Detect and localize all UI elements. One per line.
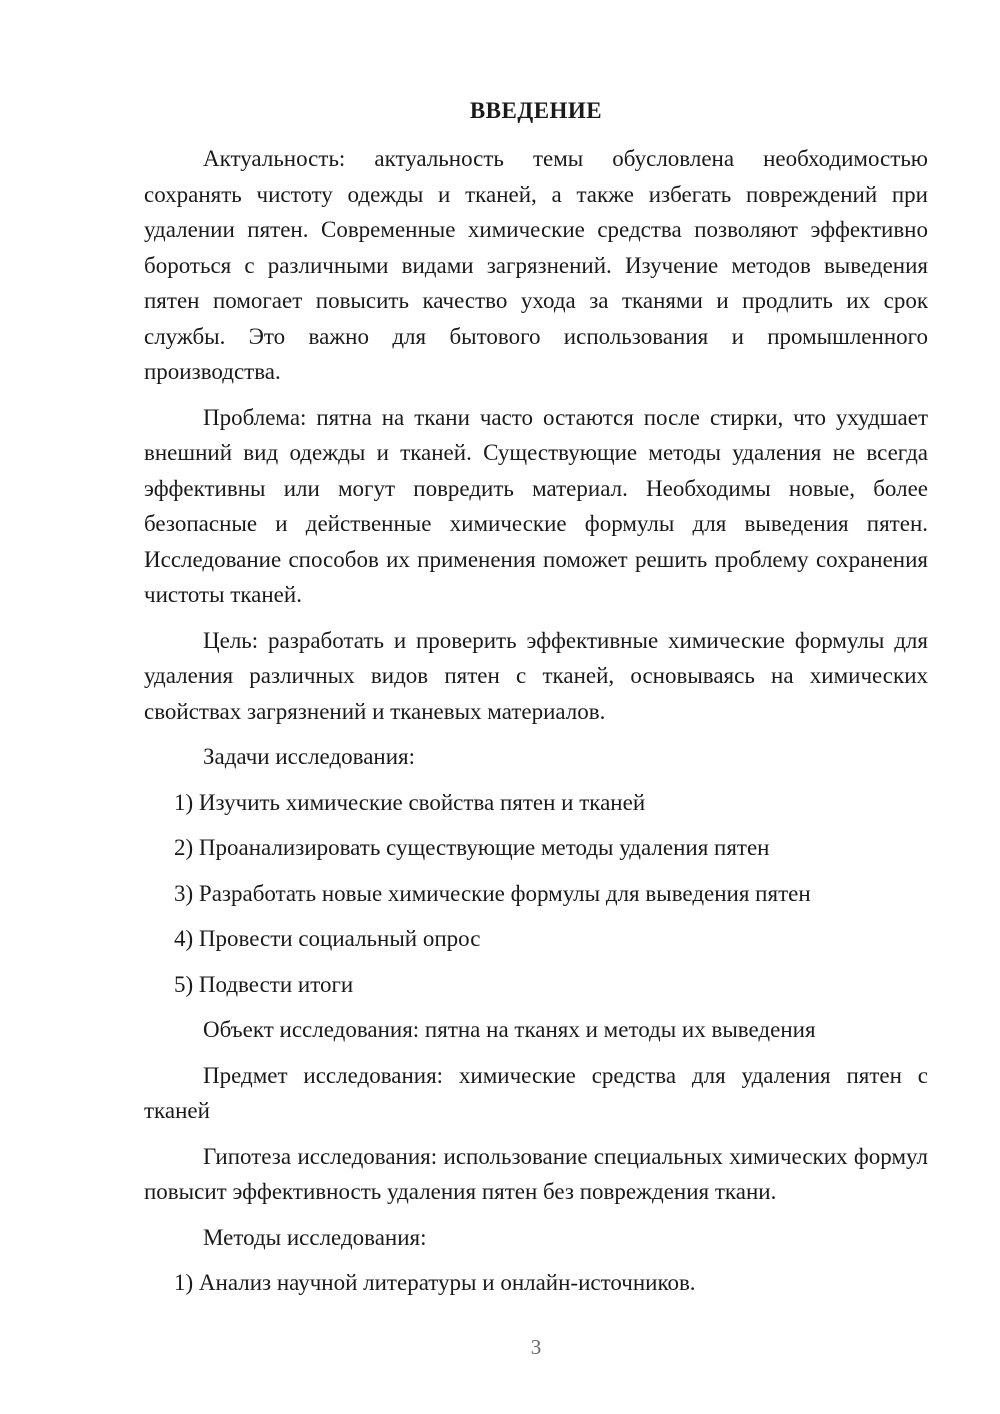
- tasks-heading: Задачи исследования:: [203, 744, 416, 769]
- paragraph-relevance: Актуальность: актуальность темы обусловлена необходимостью сохранять чистоту одежды и тканей, а также избегать повреждений при удалении пятен. Современные химические средства позволяют эффективно бороться с различными видами загрязнений. Изучение методов выведения пятен помогает повысить качество ухода за тканями и продлить их срок службы. Это важно для бытового использования и промышленного производства.: [144, 146, 928, 384]
- task-item: 2) Проанализировать существующие методы удаления пятен: [174, 835, 770, 860]
- task-item: 1) Изучить химические свойства пятен и тканей: [174, 789, 646, 815]
- task-item: 3) Разработать новые химические формулы для выведения пятен: [174, 880, 811, 906]
- paragraph-problem: Проблема: пятна на ткани часто остаются после стирки, что ухудшает внешний вид одежды и тканей. Существующие методы удаления не всегда эффективны или могут повредить материал. Необходимы новые, более безопасные и действенные химические формулы для выведения пятен. Исследование способов их применения поможет решить проблему сохранения чистоты тканей.: [144, 404, 928, 607]
- document-page: [144, 0, 928, 1414]
- page-number: 3: [530, 1335, 542, 1359]
- paragraph-goal: Цель: разработать и проверить эффективные химические формулы для удаления различных видов пятен с тканей, основываясь на химических свойствах загрязнений и тканевых материалов.: [144, 627, 928, 724]
- method-item: 1) Анализ научной литературы и онлайн-источников.: [174, 1270, 696, 1295]
- paragraph-subject: Предмет исследования: химические средства для удаления пятен с тканей: [144, 1062, 928, 1123]
- paragraph-object: Объект исследования: пятна на тканях и методы их выведения: [203, 1017, 816, 1042]
- task-item: 4) Провести социальный опрос: [174, 926, 481, 951]
- task-item: 5) Подвести итоги: [174, 971, 354, 997]
- page-title: ВВЕДЕНИЕ: [469, 98, 603, 123]
- document-body: [144, 141, 928, 1311]
- paragraph-hypothesis: Гипотеза исследования: использование специальных химических формул повысит эффективность удаления пятен без повреждения ткани.: [144, 1143, 928, 1204]
- methods-heading: Методы исследования:: [203, 1224, 427, 1250]
